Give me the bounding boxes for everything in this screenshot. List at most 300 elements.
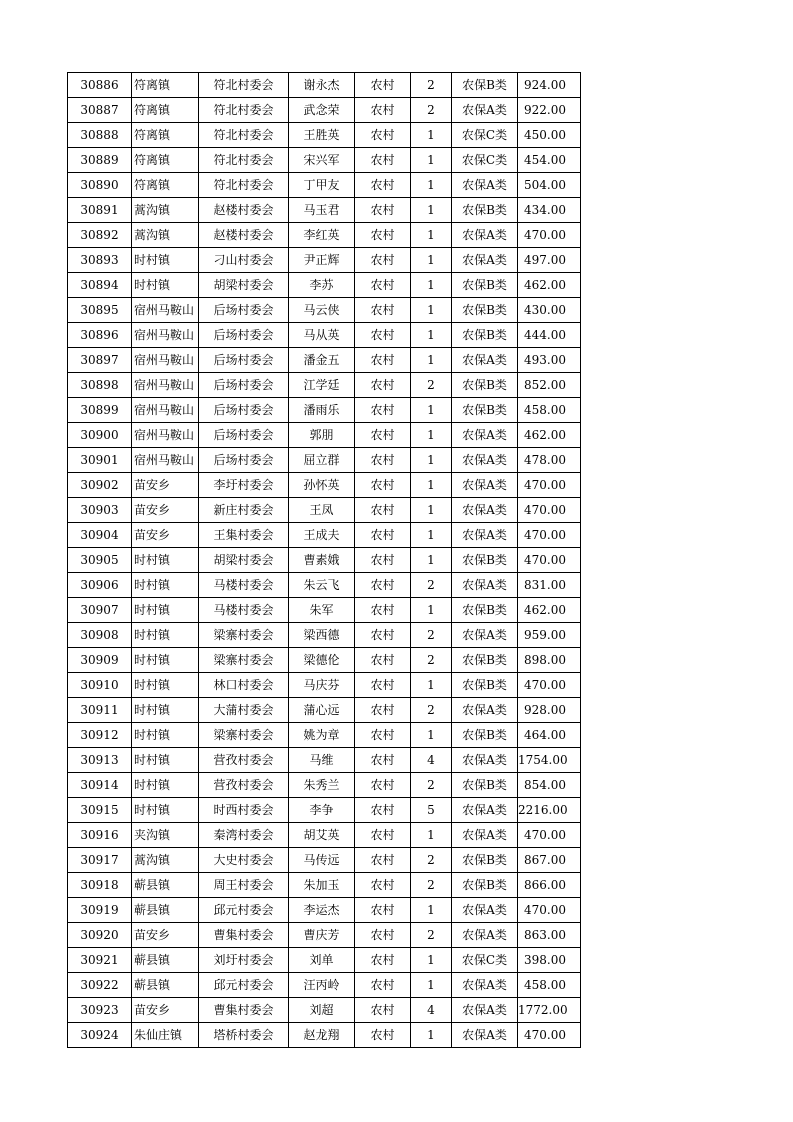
village-committee-cell: 后场村委会: [199, 398, 289, 423]
household-type-cell: 农村: [355, 498, 411, 523]
township-cell: 时村镇: [132, 548, 199, 573]
member-count-cell: 1: [411, 673, 452, 698]
record-id-cell: 30904: [68, 523, 132, 548]
member-count-cell: 2: [411, 648, 452, 673]
village-committee-cell: 梁寨村委会: [199, 648, 289, 673]
household-type-cell: 农村: [355, 848, 411, 873]
household-type-cell: 农村: [355, 398, 411, 423]
insurance-category-cell: 农保B类: [452, 848, 518, 873]
village-committee-cell: 梁寨村委会: [199, 723, 289, 748]
household-type-cell: 农村: [355, 448, 411, 473]
record-id-cell: 30910: [68, 673, 132, 698]
table-row: [68, 373, 581, 398]
member-count-cell: 2: [411, 873, 452, 898]
person-name-cell: 曹素娥: [289, 548, 355, 573]
insurance-category-cell: 农保A类: [452, 623, 518, 648]
table-body: [68, 73, 581, 1048]
table-row: [68, 198, 581, 223]
member-count-cell: 1: [411, 398, 452, 423]
amount-cell: 450.00: [518, 123, 581, 148]
member-count-cell: 1: [411, 498, 452, 523]
member-count-cell: 1: [411, 323, 452, 348]
amount-cell: 470.00: [518, 523, 581, 548]
household-type-cell: 农村: [355, 373, 411, 398]
table-row: [68, 748, 581, 773]
insurance-category-cell: 农保B类: [452, 773, 518, 798]
amount-cell: 462.00: [518, 423, 581, 448]
village-committee-cell: 王集村委会: [199, 523, 289, 548]
record-id-cell: 30912: [68, 723, 132, 748]
member-count-cell: 2: [411, 698, 452, 723]
village-committee-cell: 后场村委会: [199, 323, 289, 348]
table-row: [68, 723, 581, 748]
table-row: [68, 948, 581, 973]
record-id-cell: 30906: [68, 573, 132, 598]
person-name-cell: 马玉君: [289, 198, 355, 223]
record-id-cell: 30901: [68, 448, 132, 473]
person-name-cell: 屈立群: [289, 448, 355, 473]
person-name-cell: 谢永杰: [289, 73, 355, 98]
table-row: [68, 123, 581, 148]
person-name-cell: 马庆芬: [289, 673, 355, 698]
household-type-cell: 农村: [355, 748, 411, 773]
person-name-cell: 李争: [289, 798, 355, 823]
person-name-cell: 潘雨乐: [289, 398, 355, 423]
village-committee-cell: 赵楼村委会: [199, 223, 289, 248]
person-name-cell: 郭朋: [289, 423, 355, 448]
insurance-category-cell: 农保B类: [452, 673, 518, 698]
household-type-cell: 农村: [355, 198, 411, 223]
household-type-cell: 农村: [355, 598, 411, 623]
member-count-cell: 1: [411, 298, 452, 323]
household-type-cell: 农村: [355, 98, 411, 123]
village-committee-cell: 胡梁村委会: [199, 548, 289, 573]
township-cell: 宿州马鞍山: [132, 323, 199, 348]
insurance-category-cell: 农保A类: [452, 1023, 518, 1048]
township-cell: 蒿沟镇: [132, 198, 199, 223]
township-cell: 宿州马鞍山: [132, 298, 199, 323]
village-committee-cell: 邱元村委会: [199, 973, 289, 998]
person-name-cell: 赵龙翔: [289, 1023, 355, 1048]
member-count-cell: 2: [411, 623, 452, 648]
household-type-cell: 农村: [355, 223, 411, 248]
amount-cell: 866.00: [518, 873, 581, 898]
member-count-cell: 2: [411, 373, 452, 398]
member-count-cell: 1: [411, 948, 452, 973]
insurance-category-cell: 农保A类: [452, 248, 518, 273]
amount-cell: 434.00: [518, 198, 581, 223]
insurance-category-cell: 农保A类: [452, 423, 518, 448]
member-count-cell: 1: [411, 223, 452, 248]
household-type-cell: 农村: [355, 948, 411, 973]
person-name-cell: 王凤: [289, 498, 355, 523]
member-count-cell: 2: [411, 773, 452, 798]
person-name-cell: 朱秀兰: [289, 773, 355, 798]
household-type-cell: 农村: [355, 273, 411, 298]
record-id-cell: 30920: [68, 923, 132, 948]
record-id-cell: 30896: [68, 323, 132, 348]
village-committee-cell: 梁寨村委会: [199, 623, 289, 648]
household-type-cell: 农村: [355, 248, 411, 273]
amount-cell: 470.00: [518, 673, 581, 698]
village-committee-cell: 大史村委会: [199, 848, 289, 873]
amount-cell: 470.00: [518, 473, 581, 498]
amount-cell: 924.00: [518, 73, 581, 98]
township-cell: 时村镇: [132, 623, 199, 648]
insurance-category-cell: 农保A类: [452, 698, 518, 723]
person-name-cell: 王胜英: [289, 123, 355, 148]
table-row: [68, 898, 581, 923]
record-id-cell: 30921: [68, 948, 132, 973]
township-cell: 时村镇: [132, 773, 199, 798]
record-id-cell: 30919: [68, 898, 132, 923]
person-name-cell: 江学廷: [289, 373, 355, 398]
amount-cell: 854.00: [518, 773, 581, 798]
insurance-category-cell: 农保B类: [452, 273, 518, 298]
member-count-cell: 1: [411, 598, 452, 623]
data-table: [67, 72, 581, 1048]
table-row: [68, 798, 581, 823]
record-id-cell: 30905: [68, 548, 132, 573]
village-committee-cell: 塔桥村委会: [199, 1023, 289, 1048]
household-type-cell: 农村: [355, 148, 411, 173]
table-row: [68, 148, 581, 173]
table-row: [68, 398, 581, 423]
household-type-cell: 农村: [355, 348, 411, 373]
insurance-category-cell: 农保B类: [452, 548, 518, 573]
township-cell: 时村镇: [132, 573, 199, 598]
table-row: [68, 973, 581, 998]
household-type-cell: 农村: [355, 548, 411, 573]
person-name-cell: 曹庆芳: [289, 923, 355, 948]
insurance-category-cell: 农保B类: [452, 323, 518, 348]
record-id-cell: 30908: [68, 623, 132, 648]
person-name-cell: 尹正辉: [289, 248, 355, 273]
township-cell: 宿州马鞍山: [132, 398, 199, 423]
table-row: [68, 923, 581, 948]
person-name-cell: 蒲心远: [289, 698, 355, 723]
table-row: [68, 248, 581, 273]
table-row: [68, 623, 581, 648]
amount-cell: 867.00: [518, 848, 581, 873]
member-count-cell: 2: [411, 573, 452, 598]
township-cell: 蕲县镇: [132, 898, 199, 923]
township-cell: 符离镇: [132, 148, 199, 173]
insurance-category-cell: 农保A类: [452, 798, 518, 823]
township-cell: 符离镇: [132, 98, 199, 123]
village-committee-cell: 赵楼村委会: [199, 198, 289, 223]
record-id-cell: 30917: [68, 848, 132, 873]
insurance-category-cell: 农保A类: [452, 473, 518, 498]
insurance-category-cell: 农保A类: [452, 573, 518, 598]
household-type-cell: 农村: [355, 523, 411, 548]
amount-cell: 898.00: [518, 648, 581, 673]
record-id-cell: 30894: [68, 273, 132, 298]
village-committee-cell: 秦湾村委会: [199, 823, 289, 848]
record-id-cell: 30918: [68, 873, 132, 898]
amount-cell: 462.00: [518, 598, 581, 623]
village-committee-cell: 符北村委会: [199, 98, 289, 123]
member-count-cell: 2: [411, 848, 452, 873]
record-id-cell: 30898: [68, 373, 132, 398]
person-name-cell: 朱加玉: [289, 873, 355, 898]
township-cell: 苗安乡: [132, 998, 199, 1023]
amount-cell: 470.00: [518, 548, 581, 573]
person-name-cell: 刘单: [289, 948, 355, 973]
person-name-cell: 马云侠: [289, 298, 355, 323]
township-cell: 符离镇: [132, 173, 199, 198]
record-id-cell: 30887: [68, 98, 132, 123]
amount-cell: 470.00: [518, 223, 581, 248]
member-count-cell: 1: [411, 123, 452, 148]
village-committee-cell: 邱元村委会: [199, 898, 289, 923]
insurance-category-cell: 农保C类: [452, 148, 518, 173]
township-cell: 蕲县镇: [132, 873, 199, 898]
township-cell: 时村镇: [132, 723, 199, 748]
table-row: [68, 548, 581, 573]
insurance-category-cell: 农保A类: [452, 98, 518, 123]
household-type-cell: 农村: [355, 798, 411, 823]
table-row: [68, 1023, 581, 1048]
table-row: [68, 498, 581, 523]
person-name-cell: 汪丙岭: [289, 973, 355, 998]
table-row: [68, 173, 581, 198]
insurance-category-cell: 农保B类: [452, 373, 518, 398]
amount-cell: 959.00: [518, 623, 581, 648]
insurance-category-cell: 农保A类: [452, 448, 518, 473]
village-committee-cell: 营孜村委会: [199, 748, 289, 773]
township-cell: 时村镇: [132, 698, 199, 723]
township-cell: 宿州马鞍山: [132, 448, 199, 473]
member-count-cell: 1: [411, 523, 452, 548]
amount-cell: 470.00: [518, 898, 581, 923]
amount-cell: 922.00: [518, 98, 581, 123]
household-type-cell: 农村: [355, 873, 411, 898]
township-cell: 苗安乡: [132, 473, 199, 498]
member-count-cell: 1: [411, 248, 452, 273]
township-cell: 时村镇: [132, 273, 199, 298]
village-committee-cell: 大蒲村委会: [199, 698, 289, 723]
record-id-cell: 30888: [68, 123, 132, 148]
record-id-cell: 30902: [68, 473, 132, 498]
amount-cell: 462.00: [518, 273, 581, 298]
insurance-category-cell: 农保A类: [452, 923, 518, 948]
record-id-cell: 30893: [68, 248, 132, 273]
village-committee-cell: 符北村委会: [199, 148, 289, 173]
amount-cell: 470.00: [518, 823, 581, 848]
village-committee-cell: 胡梁村委会: [199, 273, 289, 298]
household-type-cell: 农村: [355, 698, 411, 723]
record-id-cell: 30897: [68, 348, 132, 373]
household-type-cell: 农村: [355, 773, 411, 798]
insurance-category-cell: 农保A类: [452, 998, 518, 1023]
amount-cell: 928.00: [518, 698, 581, 723]
table-row: [68, 998, 581, 1023]
record-id-cell: 30922: [68, 973, 132, 998]
insurance-category-cell: 农保A类: [452, 173, 518, 198]
member-count-cell: 1: [411, 473, 452, 498]
table-row: [68, 673, 581, 698]
insurance-category-cell: 农保A类: [452, 973, 518, 998]
person-name-cell: 马维: [289, 748, 355, 773]
village-committee-cell: 曹集村委会: [199, 998, 289, 1023]
member-count-cell: 1: [411, 348, 452, 373]
amount-cell: 1754.00: [518, 748, 581, 773]
member-count-cell: 2: [411, 73, 452, 98]
member-count-cell: 1: [411, 148, 452, 173]
record-id-cell: 30911: [68, 698, 132, 723]
village-committee-cell: 后场村委会: [199, 298, 289, 323]
member-count-cell: 4: [411, 998, 452, 1023]
amount-cell: 470.00: [518, 498, 581, 523]
village-committee-cell: 后场村委会: [199, 373, 289, 398]
village-committee-cell: 符北村委会: [199, 73, 289, 98]
amount-cell: 831.00: [518, 573, 581, 598]
household-type-cell: 农村: [355, 673, 411, 698]
person-name-cell: 丁甲友: [289, 173, 355, 198]
record-id-cell: 30907: [68, 598, 132, 623]
household-type-cell: 农村: [355, 123, 411, 148]
table-row: [68, 223, 581, 248]
table-row: [68, 823, 581, 848]
member-count-cell: 1: [411, 973, 452, 998]
household-type-cell: 农村: [355, 423, 411, 448]
record-id-cell: 30924: [68, 1023, 132, 1048]
insurance-category-cell: 农保A类: [452, 823, 518, 848]
village-committee-cell: 林口村委会: [199, 673, 289, 698]
insurance-category-cell: 农保C类: [452, 123, 518, 148]
table-row: [68, 348, 581, 373]
township-cell: 蒿沟镇: [132, 223, 199, 248]
record-id-cell: 30915: [68, 798, 132, 823]
village-committee-cell: 刁山村委会: [199, 248, 289, 273]
person-name-cell: 孙怀英: [289, 473, 355, 498]
insurance-category-cell: 农保A类: [452, 748, 518, 773]
insurance-category-cell: 农保A类: [452, 523, 518, 548]
table-row: [68, 698, 581, 723]
village-committee-cell: 周王村委会: [199, 873, 289, 898]
amount-cell: 430.00: [518, 298, 581, 323]
table-row: [68, 598, 581, 623]
person-name-cell: 马从英: [289, 323, 355, 348]
table-row: [68, 473, 581, 498]
amount-cell: 464.00: [518, 723, 581, 748]
record-id-cell: 30891: [68, 198, 132, 223]
member-count-cell: 1: [411, 548, 452, 573]
member-count-cell: 1: [411, 1023, 452, 1048]
table-row: [68, 423, 581, 448]
village-committee-cell: 后场村委会: [199, 348, 289, 373]
township-cell: 苗安乡: [132, 923, 199, 948]
village-committee-cell: 时西村委会: [199, 798, 289, 823]
person-name-cell: 梁德伦: [289, 648, 355, 673]
village-committee-cell: 刘圩村委会: [199, 948, 289, 973]
insurance-category-cell: 农保C类: [452, 948, 518, 973]
person-name-cell: 胡艾英: [289, 823, 355, 848]
household-type-cell: 农村: [355, 998, 411, 1023]
township-cell: 朱仙庄镇: [132, 1023, 199, 1048]
insurance-category-cell: 农保B类: [452, 873, 518, 898]
person-name-cell: 王成夫: [289, 523, 355, 548]
record-id-cell: 30916: [68, 823, 132, 848]
record-id-cell: 30886: [68, 73, 132, 98]
insurance-category-cell: 农保B类: [452, 723, 518, 748]
member-count-cell: 1: [411, 173, 452, 198]
township-cell: 符离镇: [132, 123, 199, 148]
township-cell: 蕲县镇: [132, 948, 199, 973]
village-committee-cell: 新庄村委会: [199, 498, 289, 523]
village-committee-cell: 马楼村委会: [199, 573, 289, 598]
record-id-cell: 30900: [68, 423, 132, 448]
township-cell: 符离镇: [132, 73, 199, 98]
record-id-cell: 30909: [68, 648, 132, 673]
insurance-category-cell: 农保B类: [452, 598, 518, 623]
township-cell: 时村镇: [132, 748, 199, 773]
insurance-category-cell: 农保A类: [452, 898, 518, 923]
table-row: [68, 848, 581, 873]
person-name-cell: 武念荣: [289, 98, 355, 123]
amount-cell: 398.00: [518, 948, 581, 973]
township-cell: 时村镇: [132, 598, 199, 623]
record-id-cell: 30889: [68, 148, 132, 173]
household-type-cell: 农村: [355, 1023, 411, 1048]
record-id-cell: 30913: [68, 748, 132, 773]
table-row: [68, 73, 581, 98]
village-committee-cell: 曹集村委会: [199, 923, 289, 948]
record-id-cell: 30890: [68, 173, 132, 198]
insurance-category-cell: 农保B类: [452, 198, 518, 223]
amount-cell: 478.00: [518, 448, 581, 473]
person-name-cell: 李苏: [289, 273, 355, 298]
household-type-cell: 农村: [355, 323, 411, 348]
household-type-cell: 农村: [355, 573, 411, 598]
township-cell: 宿州马鞍山: [132, 423, 199, 448]
household-type-cell: 农村: [355, 898, 411, 923]
township-cell: 宿州马鞍山: [132, 348, 199, 373]
amount-cell: 863.00: [518, 923, 581, 948]
household-type-cell: 农村: [355, 473, 411, 498]
village-committee-cell: 营孜村委会: [199, 773, 289, 798]
amount-cell: 497.00: [518, 248, 581, 273]
member-count-cell: 1: [411, 898, 452, 923]
amount-cell: 2216.00: [518, 798, 581, 823]
township-cell: 时村镇: [132, 248, 199, 273]
household-type-cell: 农村: [355, 73, 411, 98]
person-name-cell: 宋兴军: [289, 148, 355, 173]
township-cell: 宿州马鞍山: [132, 373, 199, 398]
household-type-cell: 农村: [355, 723, 411, 748]
record-id-cell: 30895: [68, 298, 132, 323]
household-type-cell: 农村: [355, 173, 411, 198]
member-count-cell: 2: [411, 98, 452, 123]
amount-cell: 458.00: [518, 398, 581, 423]
record-id-cell: 30899: [68, 398, 132, 423]
insurance-category-cell: 农保A类: [452, 223, 518, 248]
amount-cell: 444.00: [518, 323, 581, 348]
village-committee-cell: 马楼村委会: [199, 598, 289, 623]
village-committee-cell: 符北村委会: [199, 123, 289, 148]
amount-cell: 504.00: [518, 173, 581, 198]
household-type-cell: 农村: [355, 648, 411, 673]
township-cell: 时村镇: [132, 673, 199, 698]
member-count-cell: 5: [411, 798, 452, 823]
township-cell: 苗安乡: [132, 523, 199, 548]
member-count-cell: 1: [411, 723, 452, 748]
member-count-cell: 1: [411, 273, 452, 298]
table-row: [68, 523, 581, 548]
member-count-cell: 4: [411, 748, 452, 773]
village-committee-cell: 后场村委会: [199, 423, 289, 448]
